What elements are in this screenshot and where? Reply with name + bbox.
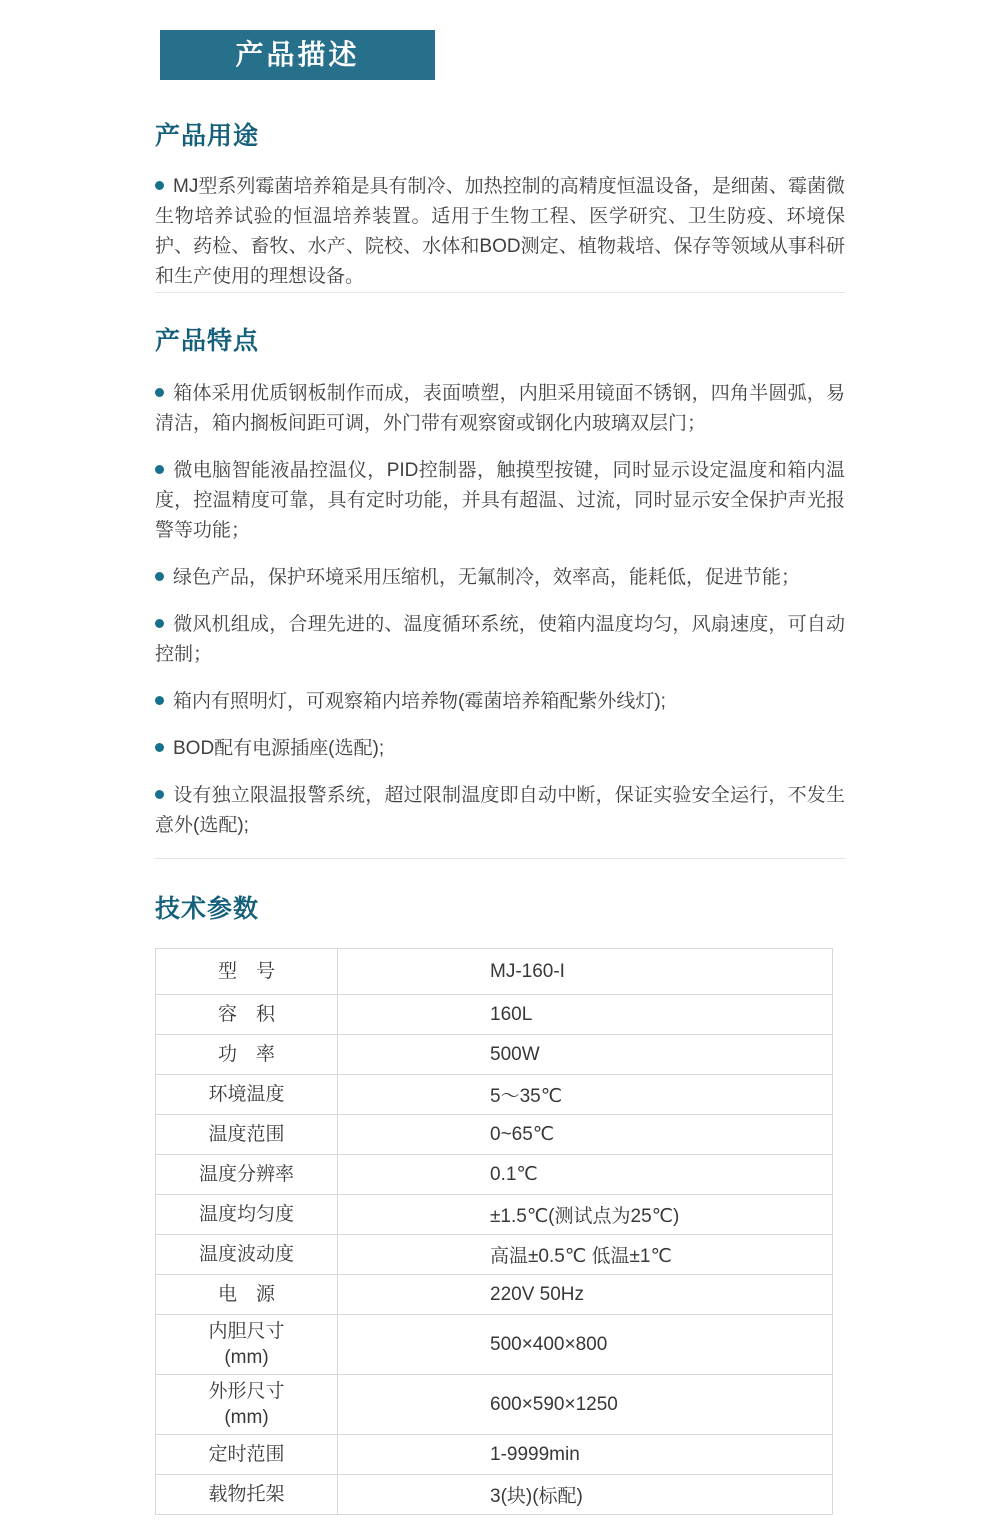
features-heading: 产品特点 xyxy=(155,327,260,355)
spec-value: 5～35℃ xyxy=(338,1075,833,1115)
spec-label: 温度范围 xyxy=(156,1115,338,1155)
spec-label: 温度波动度 xyxy=(156,1235,338,1275)
features-list xyxy=(155,379,845,841)
spec-value: 500×400×800 xyxy=(338,1315,833,1375)
usage-text: MJ型系列霉菌培养箱是具有制冷、加热控制的高精度恒温设备，是细菌、霉菌微生物培养试验的恒温培养装置。适用于生物工程、医学研究、卫生防疫、环境保护、药检、畜牧、水产、院校、水体和BOD测定、植物栽培、保存等领域从事科研和生产使用的理想设备。 xyxy=(155,176,845,287)
spec-label: 内胆尺寸 (mm) xyxy=(156,1315,338,1375)
spec-value: ±1.5℃(测试点为25℃) xyxy=(338,1195,833,1235)
table-row xyxy=(156,1275,833,1315)
feature-text: BOD配有电源插座(选配); xyxy=(173,738,385,759)
feature-text: 绿色产品，保护环境采用压缩机，无氟制冷，效率高，能耗低，促进节能； xyxy=(173,567,801,588)
spec-label: 环境温度 xyxy=(156,1075,338,1115)
specs-heading: 技术参数 xyxy=(155,895,260,923)
spec-label: 载物托架 xyxy=(156,1475,338,1515)
feature-item xyxy=(155,781,845,841)
feature-item xyxy=(155,734,845,764)
bullet-icon xyxy=(155,181,164,190)
table-row xyxy=(156,1115,833,1155)
table-row xyxy=(156,1155,833,1195)
spec-value: 高温±0.5℃ 低温±1℃ xyxy=(338,1235,833,1275)
spec-label: 容 积 xyxy=(156,995,338,1035)
spec-value: 500W xyxy=(338,1035,833,1075)
section-divider xyxy=(155,292,845,293)
spec-label: 功 率 xyxy=(156,1035,338,1075)
feature-text: 设有独立限温报警系统，超过限制温度即自动中断，保证实验安全运行，不发生意外(选配); xyxy=(155,785,845,836)
banner-title: 产品描述 xyxy=(235,39,360,70)
table-row xyxy=(156,1475,833,1515)
spec-label: 型 号 xyxy=(156,949,338,995)
spec-label: 温度分辨率 xyxy=(156,1155,338,1195)
spec-value: 0~65℃ xyxy=(338,1115,833,1155)
bullet-icon xyxy=(155,790,164,799)
spec-value: 1-9999min xyxy=(338,1435,833,1475)
table-row xyxy=(156,995,833,1035)
section-divider xyxy=(155,858,845,859)
table-row xyxy=(156,1195,833,1235)
table-row xyxy=(156,949,833,995)
feature-item xyxy=(155,379,845,439)
usage-heading: 产品用途 xyxy=(155,122,260,150)
spec-value: 160L xyxy=(338,995,833,1035)
feature-text: 箱内有照明灯，可观察箱内培养物(霉菌培养箱配紫外线灯); xyxy=(173,691,666,712)
table-row xyxy=(156,1375,833,1435)
bullet-icon xyxy=(155,696,164,705)
spec-label: 外形尺寸 (mm) xyxy=(156,1375,338,1435)
bullet-icon xyxy=(155,619,164,628)
bullet-icon xyxy=(155,388,164,397)
feature-item xyxy=(155,456,845,546)
table-row xyxy=(156,1435,833,1475)
bullet-icon xyxy=(155,465,164,474)
spec-label: 定时范围 xyxy=(156,1435,338,1475)
feature-text: 微电脑智能液晶控温仪，PID控制器，触摸型按键，同时显示设定温度和箱内温度，控温精度可靠，具有定时功能，并具有超温、过流，同时显示安全保护声光报警等功能； xyxy=(155,460,845,541)
feature-text: 微风机组成，合理先进的、温度循环系统，使箱内温度均匀，风扇速度，可自动控制； xyxy=(155,614,845,665)
section-banner xyxy=(160,30,435,80)
spec-value: MJ-160-I xyxy=(338,949,833,995)
spec-value: 0.1℃ xyxy=(338,1155,833,1195)
usage-paragraph xyxy=(155,172,845,292)
bullet-icon xyxy=(155,743,164,752)
spec-value: 3(块)(标配) xyxy=(338,1475,833,1515)
spec-label: 温度均匀度 xyxy=(156,1195,338,1235)
table-row xyxy=(156,1075,833,1115)
bullet-icon xyxy=(155,572,164,581)
spec-value: 600×590×1250 xyxy=(338,1375,833,1435)
spec-label: 电 源 xyxy=(156,1275,338,1315)
feature-item xyxy=(155,687,845,717)
table-row xyxy=(156,1035,833,1075)
specs-table xyxy=(155,948,833,1515)
content-column xyxy=(155,80,845,1515)
feature-item xyxy=(155,610,845,670)
table-row xyxy=(156,1315,833,1375)
feature-text: 箱体采用优质钢板制作而成，表面喷塑，内胆采用镜面不锈钢，四角半圆弧，易清洁，箱内搁板间距可调，外门带有观察窗或钢化内玻璃双层门； xyxy=(155,383,845,434)
table-row xyxy=(156,1235,833,1275)
spec-value: 220V 50Hz xyxy=(338,1275,833,1315)
feature-item xyxy=(155,563,845,593)
